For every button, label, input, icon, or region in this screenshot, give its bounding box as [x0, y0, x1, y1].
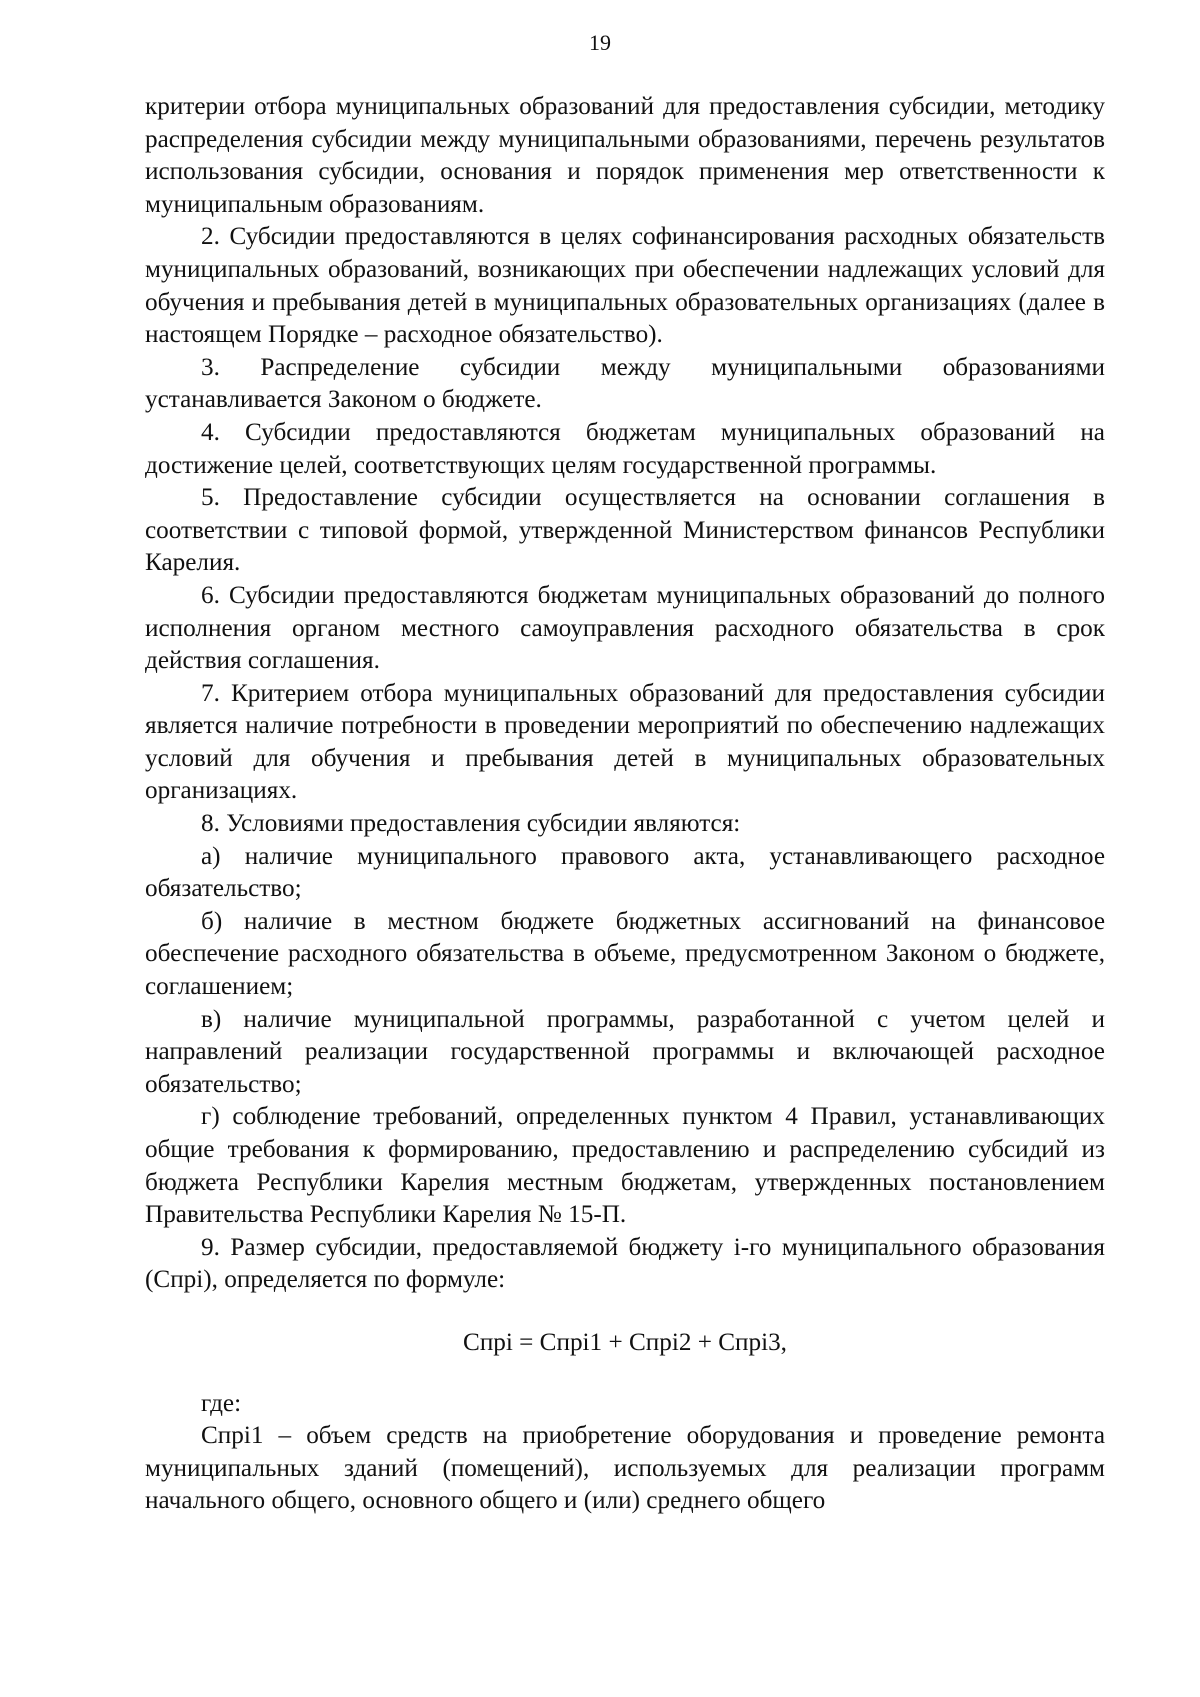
definition-spri1: Спрi1 – объем средств на приобретение оборудования и проведение ремонта муниципальных зданий (помещений), используемых для реализации программ начального общего, основного общего и (или) среднего общего [145, 1422, 1105, 1515]
where-label: где: [201, 1389, 242, 1417]
paragraph-5: 5. Предоставление субсидии осуществляется на основании соглашения в соответствии с типовой формой, утвержденной Министерством финансов Республики Карелия. [145, 484, 1105, 577]
paragraph-4: 4. Субсидии предоставляются бюджетам муниципальных образований на достижение целей, соответствующих целям государственной программы. [145, 418, 1105, 479]
paragraph-8: 8. Условиями предоставления субсидии являются: [201, 810, 741, 838]
document-body [145, 91, 1105, 1518]
paragraph-continuation: критерии отбора муниципальных образований для предоставления субсидии, методику распределения субсидии между муниципальными образованиями, перечень результатов использования субсидии, основания и порядок применения мер ответственности к муниципальным образованиям. [145, 93, 1105, 218]
paragraph-3: 3. Распределение субсидии между муниципальными образованиями устанавливается Законом о бюджете. [145, 353, 1105, 414]
paragraph-2: 2. Субсидии предоставляются в целях софинансирования расходных обязательств муниципальных образований, возникающих при обеспечении надлежащих условий для обучения и пребывания детей в муниципальных образовательных организациях (далее в настоящем Порядке – расходное обязательство). [145, 223, 1105, 349]
paragraph-7: 7. Критерием отбора муниципальных образований для предоставления субсидии является наличие потребности в проведении мероприятий по обеспечению надлежащих условий для обучения и пребывания детей в муниципальных образовательных организациях. [145, 679, 1105, 805]
page-number: 19 [589, 30, 611, 55]
paragraph-8-v: в) наличие муниципальной программы, разработанной с учетом целей и направлений реализации государственной программы и включающей расходное обязательство; [145, 1005, 1105, 1098]
paragraph-8-a: а) наличие муниципального правового акта, устанавливающего расходное обязательство; [145, 842, 1105, 903]
paragraph-8-b: б) наличие в местном бюджете бюджетных ассигнований на финансовое обеспечение расходного обязательства в объеме, предусмотренном Законом о бюджете, соглашением; [145, 907, 1105, 1001]
formula: Спрi = Спрi1 + Спрi2 + Спрi3, [463, 1328, 787, 1356]
paragraph-9: 9. Размер субсидии, предоставляемой бюджету i-го муниципального образования (Спрi), определяется по формуле: [145, 1233, 1105, 1294]
paragraph-6: 6. Субсидии предоставляются бюджетам муниципальных образований до полного исполнения органом местного самоуправления расходного обязательства в срок действия соглашения. [145, 581, 1105, 675]
paragraph-8-g: г) соблюдение требований, определенных пунктом 4 Правил, устанавливающих общие требования к формированию, предоставлению и распределению субсидий из бюджета Республики Карелия местным бюджетам, утвержденных постановлением Правительства Республики Карелия № 15-П. [145, 1103, 1105, 1229]
